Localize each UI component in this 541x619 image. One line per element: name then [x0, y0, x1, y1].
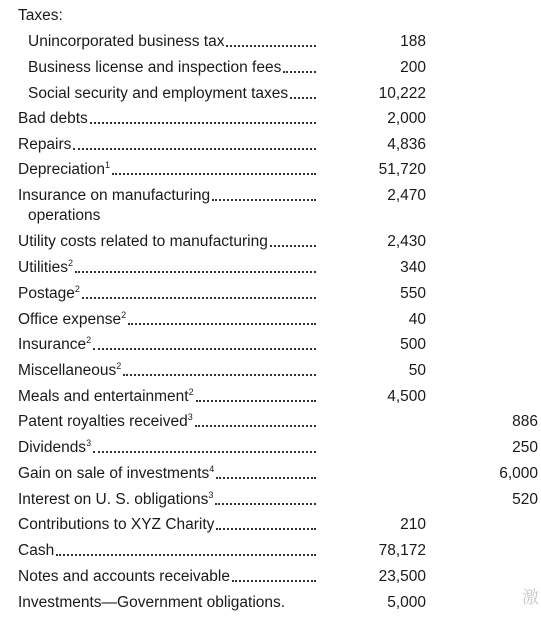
- dot-leader: [73, 148, 316, 150]
- dot-leader: [93, 348, 316, 350]
- dot-leader: [283, 71, 316, 73]
- dot-leader: [270, 245, 316, 247]
- amount-column-1: 4,836: [387, 136, 426, 153]
- ledger-label-text: Business license and inspection fees: [28, 59, 282, 76]
- ledger-row: [0, 310, 541, 336]
- dot-leader: [93, 451, 316, 453]
- dot-leader: [212, 199, 316, 201]
- ledger-label-text: Cash: [18, 542, 55, 559]
- ledger-row: [0, 135, 541, 161]
- amount-column-2: 6,000: [499, 465, 538, 482]
- footnote-marker: 2: [86, 335, 92, 345]
- ledger-row-label: [18, 186, 318, 206]
- ledger-row: [0, 58, 541, 84]
- ledger-row: [0, 387, 541, 413]
- ledger-row: [0, 232, 541, 258]
- ledger-label-text: Meals and entertainment$^2$: [18, 387, 194, 405]
- ledger-row: [0, 84, 541, 110]
- amount-column-1: 4,500: [387, 388, 426, 405]
- ledger-row-label: [18, 515, 318, 535]
- dot-leader: [226, 45, 316, 47]
- dot-leader: [128, 323, 316, 325]
- ledger-label-text: Miscellaneous$^2$: [18, 361, 122, 379]
- ledger-label-text: Office expense$^2$: [18, 310, 127, 328]
- ledger-row: [0, 32, 541, 58]
- ledger-label-text: Insurance on manufacturing: [18, 187, 211, 204]
- ledger-row-label: [18, 567, 318, 587]
- ledger-row-label: [28, 58, 318, 78]
- ledger-label-text: Utility costs related to manufacturing: [18, 233, 268, 250]
- ledger-row-label: [18, 160, 318, 180]
- ledger-row-label: [18, 412, 318, 432]
- footnote-marker: 2: [121, 310, 127, 320]
- ledger-label-text: Gain on sale of investments$^4$: [18, 464, 215, 482]
- ledger-label-text: Patent royalties received$^3$: [18, 412, 193, 430]
- ledger-row-label: [18, 361, 318, 381]
- amount-column-1: 23,500: [378, 568, 426, 585]
- footnote-marker: 4: [209, 464, 215, 474]
- amount-column-2: 886: [512, 413, 538, 430]
- ledger-row: [0, 593, 541, 619]
- ledger-row: [0, 109, 541, 135]
- ledger-row: [0, 186, 541, 224]
- watermark-glyph: 激: [522, 588, 539, 608]
- ledger-row: [0, 490, 541, 516]
- dot-leader: [112, 173, 316, 175]
- ledger-label-text: Depreciation$^1$: [18, 160, 111, 178]
- ledger-row-label: [18, 109, 318, 129]
- ledger-row: [0, 258, 541, 284]
- footnote-marker: 2: [74, 284, 80, 294]
- ledger-row-label: [18, 284, 318, 304]
- dot-leader: [232, 580, 316, 582]
- ledger-row: [0, 160, 541, 186]
- ledger-label-text: Insurance$^2$: [18, 335, 92, 353]
- ledger-row: [0, 464, 541, 490]
- ledger-row: [0, 284, 541, 310]
- amount-column-1: 2,470: [387, 187, 426, 204]
- dot-leader: [90, 122, 316, 124]
- dot-leader: [196, 400, 316, 402]
- dot-leader: [195, 425, 316, 427]
- ledger-label-text: Contributions to XYZ Charity: [18, 516, 215, 533]
- ledger-row-label: [18, 135, 318, 155]
- ledger-row-label: [18, 593, 318, 613]
- ledger-row-label: [18, 258, 318, 278]
- dot-leader: [216, 477, 316, 479]
- dot-leader: [82, 297, 316, 299]
- ledger-row-label: [18, 464, 318, 484]
- ledger-row-label: [18, 310, 318, 330]
- ledger-row: [0, 567, 541, 593]
- ledger-label-text: Dividends$^3$: [18, 438, 92, 456]
- ledger-label-text: Unincorporated business tax: [28, 33, 225, 50]
- ledger-label-text: Notes and accounts receivable: [18, 568, 230, 585]
- footnote-marker: 2: [116, 361, 122, 371]
- ledger-label-text: Interest on U. S. obligations$^3$: [18, 490, 214, 508]
- amount-column-1: 200: [400, 59, 426, 76]
- amount-column-1: 50: [408, 362, 426, 379]
- ledger-label-text: Postage$^2$: [18, 284, 80, 302]
- amount-column-1: 210: [400, 516, 426, 533]
- amount-column-1: 10,222: [378, 85, 426, 102]
- ledger-row-label: [28, 32, 318, 52]
- ledger-label-text: Social security and employment taxes: [28, 85, 289, 102]
- amount-column-1: 500: [400, 336, 426, 353]
- ledger-row-label: [18, 541, 318, 561]
- amount-column-1: 51,720: [378, 161, 426, 178]
- footnote-marker: 2: [188, 387, 194, 397]
- dot-leader: [290, 97, 316, 99]
- ledger-row-label: [18, 232, 318, 252]
- ledger-row: [0, 335, 541, 361]
- amount-column-1: 340: [400, 259, 426, 276]
- ledger-label-text: Bad debts: [18, 110, 88, 127]
- ledger-row: [0, 361, 541, 387]
- footnote-marker: 3: [208, 490, 214, 500]
- amount-column-1: 188: [400, 33, 426, 50]
- ledger-row: [0, 438, 541, 464]
- footnote-marker: 3: [187, 412, 193, 422]
- ledger-row-label: [18, 490, 318, 510]
- amount-column-1: 2,430: [387, 233, 426, 250]
- section-heading-taxes: Taxes:: [18, 7, 63, 24]
- trailing-period: .: [280, 594, 286, 611]
- amount-column-1: 40: [408, 311, 426, 328]
- ledger-row: [0, 515, 541, 541]
- ledger-row-label: [28, 84, 318, 104]
- dot-leader: [216, 528, 316, 530]
- ledger-label-text: Utilities$^2$: [18, 258, 73, 276]
- amount-column-1: 5,000: [387, 594, 426, 611]
- ledger-row-label: [18, 387, 318, 407]
- dot-leader: [56, 554, 316, 556]
- amount-column-1: 78,172: [378, 542, 426, 559]
- ledger-row-label: [18, 335, 318, 355]
- dot-leader: [215, 503, 316, 505]
- footnote-marker: 3: [86, 438, 92, 448]
- ledger-row: [0, 412, 541, 438]
- ledger-label-text: Repairs: [18, 136, 72, 153]
- dot-leader: [75, 271, 316, 273]
- ledger-label-text: Investments—Government obligations: [18, 594, 281, 611]
- dot-leader: [123, 374, 316, 376]
- footnote-marker: 2: [67, 258, 73, 268]
- ledger-row-label: [18, 438, 318, 458]
- ledger-row: [0, 541, 541, 567]
- amount-column-2: 250: [512, 439, 538, 456]
- label-continuation: operations: [28, 207, 101, 224]
- amount-column-2: 520: [512, 491, 538, 508]
- amount-column-1: 550: [400, 285, 426, 302]
- footnote-marker: 1: [105, 160, 111, 170]
- amount-column-1: 2,000: [387, 110, 426, 127]
